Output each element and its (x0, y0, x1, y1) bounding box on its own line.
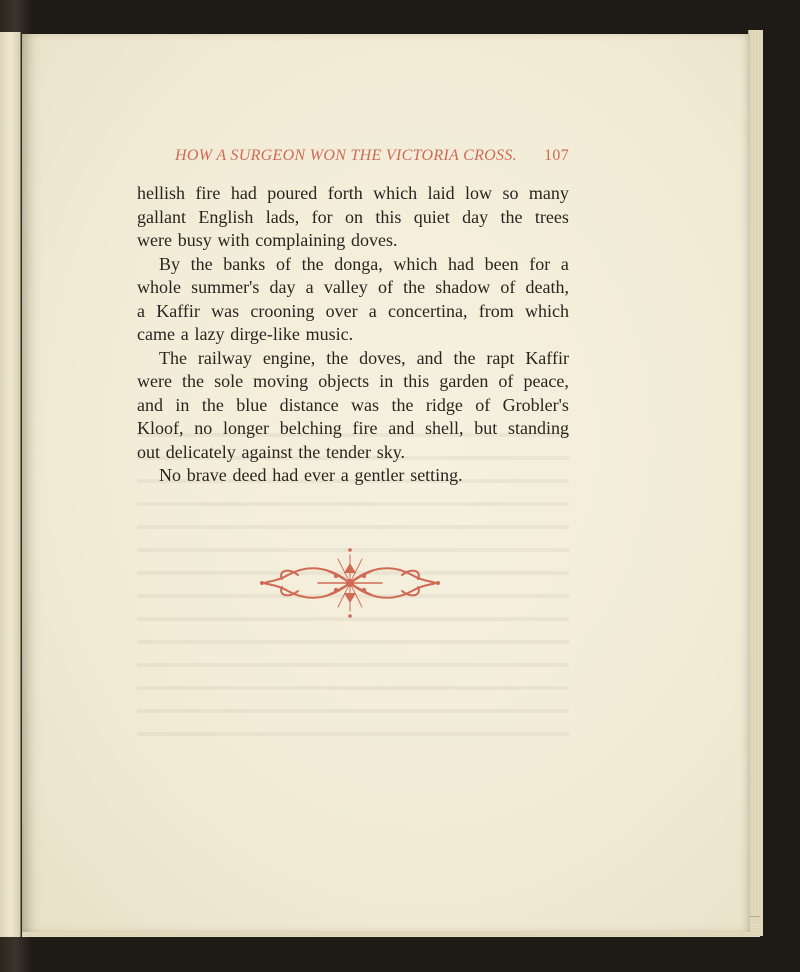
word: the (301, 253, 324, 274)
word: of (377, 277, 393, 297)
word: poured (267, 183, 318, 203)
word: for (311, 206, 333, 227)
word: this (403, 371, 430, 391)
word: tender (325, 441, 371, 462)
word: railway (197, 347, 252, 368)
word: the (500, 206, 523, 227)
word: moving (253, 371, 309, 391)
running-head (137, 147, 569, 171)
word: low (465, 183, 493, 203)
word: a (305, 277, 314, 297)
word: gallant (137, 206, 186, 227)
word: in (175, 394, 190, 415)
word: banks (223, 253, 266, 274)
text-line (137, 182, 569, 206)
text-line (137, 347, 569, 371)
word: delicately (165, 441, 236, 462)
word: was (211, 300, 240, 321)
word: busy (177, 230, 212, 250)
word: setting. (410, 465, 463, 485)
word: the (453, 347, 476, 368)
word: forth (327, 183, 363, 203)
word: Kaffir (525, 347, 569, 368)
word: brave (186, 465, 227, 485)
word: music. (305, 324, 354, 344)
word: By (159, 253, 181, 274)
word: for (529, 253, 551, 274)
word: sole (214, 371, 244, 391)
word: No (159, 465, 181, 485)
floral-ornament-icon (258, 545, 442, 621)
word: on (345, 206, 363, 227)
word: crooning (250, 300, 315, 321)
word: a (180, 324, 189, 344)
word: quiet (413, 206, 450, 227)
word: of (498, 371, 514, 391)
word: and (388, 418, 415, 438)
word: were (137, 230, 172, 250)
text-line (137, 276, 569, 300)
word: a (340, 465, 349, 485)
word: donga, (334, 253, 383, 274)
word: a (137, 300, 145, 321)
word: Kaffir (156, 300, 200, 321)
word: was (351, 394, 380, 415)
word: peace, (523, 371, 569, 391)
word: trees (534, 206, 569, 227)
word: over (325, 300, 358, 321)
word: no (194, 418, 213, 438)
right-page-edges (748, 30, 763, 936)
word: objects (318, 371, 370, 391)
word: from (478, 300, 514, 321)
word: doves. (351, 230, 398, 250)
word: the (201, 394, 224, 415)
text-line (137, 300, 569, 324)
word: laid (427, 183, 455, 203)
text-line (137, 464, 569, 488)
word: lazy (194, 324, 225, 344)
word: in (379, 371, 394, 391)
word: the (403, 277, 426, 297)
word: blue (236, 394, 268, 415)
word: many (528, 183, 569, 203)
word: ridge (425, 394, 463, 415)
text-line (137, 323, 569, 347)
word: shell, (424, 418, 464, 438)
word: this (375, 206, 402, 227)
word: so (502, 183, 519, 203)
word: concertina, (388, 300, 468, 321)
word: garden (439, 371, 489, 391)
text-line (137, 370, 569, 394)
word: with (217, 230, 250, 250)
word: belching (279, 418, 342, 438)
word: of (475, 394, 491, 415)
word: against (241, 441, 293, 462)
word: rapt (486, 347, 515, 368)
word: whole (137, 277, 181, 297)
word: lads, (265, 206, 300, 227)
word: had (230, 183, 257, 203)
word: death, (525, 277, 569, 297)
text-line (137, 394, 569, 418)
word: came (137, 324, 175, 344)
word: deed (232, 465, 267, 485)
word: day (462, 206, 489, 227)
word: dirge-like (230, 324, 300, 344)
word: standing (507, 418, 569, 438)
body-text (137, 182, 569, 488)
text-line (137, 253, 569, 277)
word: doves, (359, 347, 406, 368)
running-title: HOW A SURGEON WON THE VICTORIA CROSS. (175, 147, 517, 164)
text-line (137, 206, 569, 230)
word: had (448, 253, 474, 274)
word: and (416, 347, 443, 368)
word: ever (303, 465, 335, 485)
word: day (269, 277, 296, 297)
word: Kloof, (137, 418, 184, 438)
word: and (137, 394, 163, 415)
word: a (368, 300, 377, 321)
text-line (137, 417, 569, 441)
word: which (524, 300, 569, 321)
word: out (137, 441, 161, 462)
text-line (137, 441, 569, 465)
page-number: 107 (544, 147, 569, 164)
word: the (326, 347, 349, 368)
text-line (137, 229, 569, 253)
word: valley (323, 277, 368, 297)
word: complaining (255, 230, 346, 250)
word: distance (279, 394, 339, 415)
word: sky. (376, 441, 406, 462)
word: engine, (262, 347, 316, 368)
word: fire (352, 418, 378, 438)
word: the (182, 371, 205, 391)
word: the (190, 253, 213, 274)
word: The (159, 347, 187, 368)
word: longer (223, 418, 269, 438)
word: of (275, 253, 291, 274)
word: fire (195, 183, 221, 203)
word: but (474, 418, 498, 438)
word: summer's (191, 277, 260, 297)
word: English (198, 206, 254, 227)
word: gentler (354, 465, 405, 485)
word: hellish (137, 183, 185, 203)
word: a (560, 253, 569, 274)
word: the (298, 441, 321, 462)
word: of (500, 277, 516, 297)
word: Grobler's (502, 394, 569, 415)
word: which (373, 183, 418, 203)
word: had (272, 465, 299, 485)
word: which (393, 253, 438, 274)
word: were (137, 371, 172, 391)
word: the (391, 394, 414, 415)
word: shadow (435, 277, 491, 297)
left-page-edge (0, 32, 21, 937)
word: been (484, 253, 519, 274)
